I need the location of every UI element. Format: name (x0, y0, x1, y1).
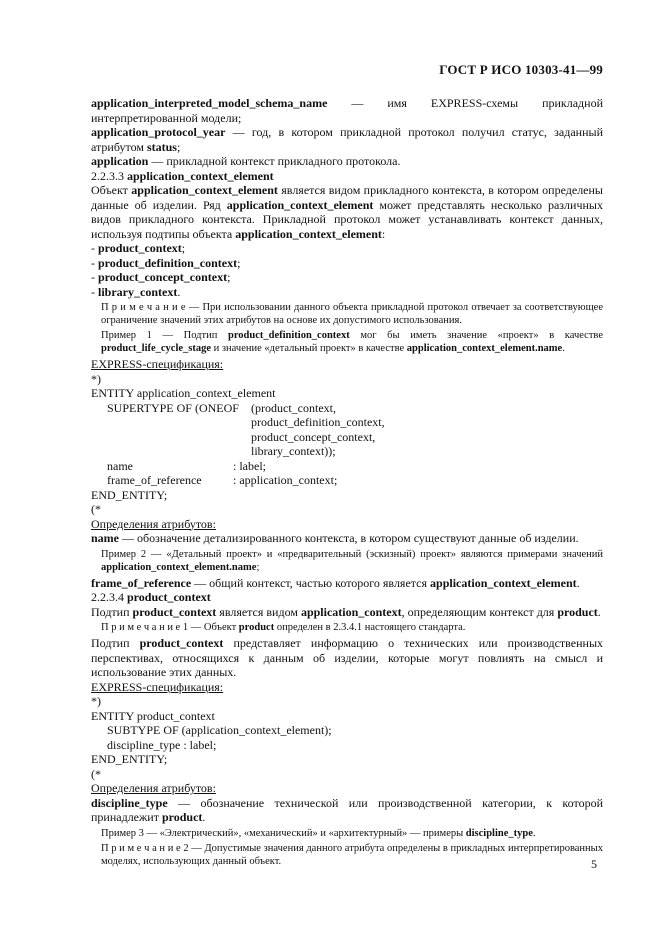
text: . (576, 575, 580, 590)
text: : (381, 226, 386, 241)
term: application_context_element (226, 197, 374, 212)
list-dash: - (91, 284, 98, 299)
code-text: frame_of_reference (107, 473, 202, 487)
term: product_definition_context (98, 255, 238, 270)
list-item (91, 285, 603, 300)
code-line (91, 386, 603, 401)
note-label: П р и м е ч а н и е 2 (101, 842, 189, 854)
term: frame_of_reference (91, 575, 192, 590)
term: product_context (132, 604, 217, 619)
code-line (91, 723, 603, 738)
page-header: ГОСТ Р ИСО 10303-41—99 (439, 62, 603, 77)
note-label: П р и м е ч а н и е (101, 302, 186, 313)
definition-frame-of-reference (91, 576, 603, 591)
code-line (91, 430, 603, 445)
code-text: SUPERTYPE OF (ONEOF (107, 400, 239, 415)
code-line (91, 709, 603, 724)
page-content (91, 96, 603, 870)
list-item (91, 256, 603, 271)
text: представляет информацию о технических или производственных перспективах, относящихся к данным об изделии, которые могут повлиять на смысл и использование этих данных. (91, 636, 604, 679)
code-line (91, 752, 603, 767)
express-heading: EXPRESS-спецификация: (91, 357, 224, 371)
text: — прикладной контекст прикладного протокола. (148, 154, 401, 168)
code-text: library_context)); (251, 444, 336, 458)
code-line (91, 459, 603, 474)
text: — год, в котором прикладной протокол получил статус, заданный атрибутом (91, 125, 603, 154)
list-dash: - (91, 241, 98, 255)
text: . (202, 810, 206, 824)
text: Подтип (91, 604, 133, 619)
definitions-heading: Определения атрибутов: (91, 516, 216, 531)
express-heading: EXPRESS-спецификация: (91, 679, 224, 694)
text: может представлять несколько различных видов прикладного контекста. Прикладной протокол может устанавливать контекст данных, используя подтипы объекта (91, 197, 603, 241)
term: product_definition_context (227, 330, 350, 341)
code-line (91, 401, 603, 416)
term: application_protocol_year (91, 125, 226, 139)
code-line (91, 502, 603, 517)
term: application (91, 154, 149, 168)
text: — При использовании данного объекта прикладной протокол отвечает за соответствующее ограничение значений этих атрибутов на основе их допустимого использования. (101, 302, 603, 326)
text: — обозначение детализированного контекста, в котором существуют данные об изделии. (119, 531, 579, 545)
code-line (91, 694, 603, 709)
code-text: *) (91, 694, 101, 708)
code-line (91, 444, 603, 459)
definition-name (91, 531, 603, 546)
code-text: (product_context, (251, 400, 336, 415)
code-line (91, 488, 603, 503)
term: product_context (139, 636, 224, 650)
code-text: : application_context; (233, 473, 338, 487)
code-text: product_concept_context, (251, 429, 376, 444)
text: ; (176, 139, 181, 154)
paragraph-protocol-year (91, 125, 603, 154)
code-text: ENTITY product_context (91, 708, 215, 723)
text: Подтип (91, 636, 140, 650)
note (101, 621, 603, 634)
term: status (146, 139, 177, 154)
text: ; (237, 255, 241, 270)
term: product (161, 810, 203, 824)
text: . (562, 343, 565, 354)
term: product (238, 622, 275, 633)
term: discipline_type (465, 827, 533, 839)
text: ; (227, 270, 231, 284)
text: , определяющим контекст для (401, 604, 558, 619)
term: name (91, 531, 119, 545)
code-text: : label; (233, 458, 266, 473)
list-item (91, 270, 603, 285)
term: product (557, 604, 598, 619)
code-text: (* (91, 766, 101, 781)
code-text: *) (91, 371, 101, 386)
term: application_context_element (235, 226, 382, 241)
code-text: name (107, 458, 133, 473)
note (101, 842, 603, 868)
list-dash: - (91, 255, 98, 270)
text: и значение «детальный проект» в качестве (211, 343, 407, 354)
paragraph-context-element (91, 183, 603, 241)
code-line (91, 767, 603, 782)
term: application_context_element.name (406, 343, 563, 354)
section-name: application_context_element (127, 168, 274, 183)
definition-discipline-type (91, 796, 603, 825)
paragraph-schema-name (91, 96, 603, 125)
term: application_interpreted_model_schema_name (91, 96, 328, 110)
text: является видом (216, 604, 301, 619)
code-text: (* (91, 502, 101, 516)
note-label: П р и м е ч а н и е 1 (101, 622, 189, 633)
paragraph-application (91, 154, 603, 169)
list-item (91, 241, 603, 256)
text: . (177, 284, 181, 299)
code-line (91, 738, 603, 753)
text: . (532, 827, 536, 839)
text: — обозначение технической или производственной категории, к которой принадлежит (91, 795, 603, 824)
text: — общий контекст, частью которого является (191, 575, 431, 590)
text: Пример 3 — «Электрический», «механический» и «архитектурный» — примеры (101, 827, 466, 839)
text: Пример 1 — Подтип (101, 330, 228, 341)
term: application_context_element (131, 183, 278, 197)
section-number: 2.2.3.4 (91, 590, 127, 604)
note (101, 301, 603, 327)
code-text: END_ENTITY; (91, 752, 168, 766)
text: мог бы иметь значение «проект» в качестве (349, 330, 603, 341)
term: product_life_cycle_stage (101, 343, 212, 354)
text: ; (181, 241, 186, 255)
code-text: ENTITY application_context_element (91, 386, 276, 400)
code-text: SUBTYPE OF (application_context_element); (107, 723, 332, 737)
page-number: 5 (591, 857, 597, 871)
example (101, 827, 603, 840)
section-number: 2.2.3.3 (91, 168, 127, 183)
term: discipline_type (91, 795, 168, 810)
code-text: discipline_type : label; (107, 737, 217, 752)
text: определен в 2.3.4.1 настоящего стандарта. (274, 622, 466, 633)
text: — Объект (188, 622, 239, 633)
text: Объект (91, 183, 132, 197)
paragraph-product-context-info (91, 636, 603, 680)
term: product_concept_context (98, 270, 228, 284)
section-heading (91, 590, 603, 605)
code-line (91, 473, 603, 488)
text: . (597, 604, 601, 619)
term: application_context_element (430, 575, 577, 590)
code-line (91, 372, 603, 387)
text: является видом прикладного контекста, в котором определены данные об изделии. Ряд (91, 183, 603, 212)
list-dash: - (91, 270, 98, 284)
term: product_context (98, 241, 182, 255)
text: — имя EXPRESS-схемы прикладной интерпретированной модели; (91, 96, 603, 125)
paragraph-product-context (91, 605, 603, 620)
definitions-heading: Определения атрибутов: (91, 781, 216, 795)
code-text: END_ENTITY; (91, 487, 168, 502)
example (101, 329, 603, 355)
term: library_context (98, 284, 178, 299)
term: application_context (300, 604, 402, 619)
code-text: product_definition_context, (251, 415, 385, 429)
example (101, 548, 603, 574)
section-name: product_context (127, 590, 211, 604)
text: ; (256, 561, 260, 573)
text: — Допустимые значения данного атрибута определены в прикладных интерпретированных моделях, использующих данный объект. (101, 842, 603, 867)
section-heading (91, 169, 603, 184)
term: application_context_element.name (101, 561, 257, 573)
code-line (91, 415, 603, 430)
text: Пример 2 — «Детальный проект» и «предварительный (эскизный) проект» являются примерами значений (101, 548, 603, 560)
